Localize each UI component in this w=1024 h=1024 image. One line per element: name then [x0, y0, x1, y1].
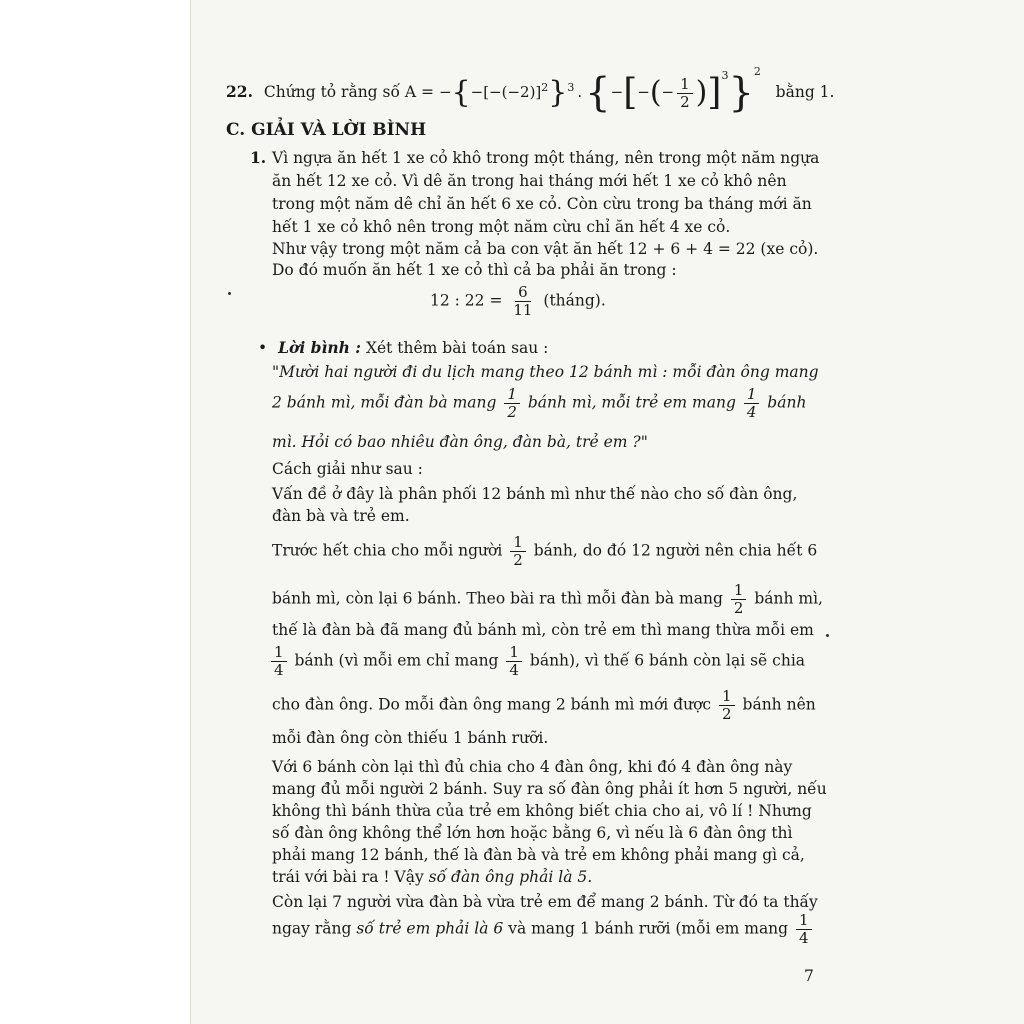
fraction-denominator: 11	[513, 301, 533, 319]
body-line: không thì bánh thừa của trẻ em không biết chia cho ai, vô lí ! Nhưng	[272, 802, 812, 820]
body-line	[272, 865, 592, 889]
fraction-denominator: 2	[733, 599, 744, 617]
body-line	[272, 912, 815, 947]
fraction-numerator: 1	[744, 386, 760, 404]
body-part: ngay rằng	[272, 919, 352, 938]
fraction	[719, 688, 735, 723]
solution-1-line: hết 1 xe cỏ khô nên trong một năm cừu chỉ ăn hết 4 xe cỏ.	[272, 218, 731, 236]
formula-A	[438, 65, 766, 116]
fraction-denominator: 2	[507, 403, 517, 421]
quote-part: bánh mì, mỗi trẻ em mang	[527, 393, 736, 412]
body-line	[272, 688, 816, 723]
body-line: Với 6 bánh còn lại thì đủ chia cho 4 đàn ông, khi đó 4 đàn ông này	[272, 758, 793, 776]
body-part: bánh mì, còn lại 6 bánh. Theo bài ra thì mỗi đàn bà mang	[272, 589, 723, 608]
commentary-intro: Xét thêm bài toán sau :	[365, 339, 549, 357]
problem-number: 22.	[226, 82, 253, 101]
formula-part: −	[661, 83, 675, 101]
body-line: mang đủ mỗi người 2 bánh. Suy ra số đàn ông phải ít hơn 5 người, nếu	[272, 780, 827, 798]
formula-part: 3	[567, 81, 575, 94]
fraction-numerator: 1	[506, 644, 522, 662]
method-heading: Cách giải như sau :	[272, 460, 423, 478]
quote-line: mì. Hỏi có bao nhiêu đàn ông, đàn bà, trẻ em ?"	[272, 433, 648, 451]
body-part: bánh), vì thế 6 bánh còn lại sẽ chia	[529, 651, 806, 670]
formula-part: 2	[753, 65, 761, 78]
body-part: bánh nên	[742, 695, 816, 714]
body-part-emphasis: số trẻ em phải là 6	[356, 919, 504, 938]
formula-part: 2	[541, 81, 549, 94]
formula-part: {	[585, 70, 611, 116]
fraction	[677, 76, 693, 111]
body-line: Còn lại 7 người vừa đàn bà vừa trẻ em để mang 2 bánh. Từ đó ta thấy	[272, 893, 818, 911]
fraction-denominator: 4	[509, 661, 519, 679]
problem-tail: bằng 1.	[775, 83, 835, 101]
formula-part: }	[548, 75, 568, 110]
formula-part: [	[623, 72, 638, 113]
fraction-denominator: 2	[680, 92, 690, 111]
body-part: bánh (vì mỗi em chỉ mang	[294, 651, 499, 670]
fraction	[504, 386, 520, 421]
solution-1-line: Như vậy trong một năm cả ba con vật ăn hết 12 + 6 + 4 = 22 (xe cỏ).	[272, 240, 819, 258]
body-part: và mang 1 bánh rưỡi (mỗi em mang	[508, 919, 789, 938]
formula-part: )	[695, 75, 708, 110]
fraction	[731, 582, 747, 617]
body-line: đàn bà và trẻ em.	[272, 507, 410, 525]
fraction-denominator: 4	[274, 661, 284, 679]
quote-line: "Mười hai người đi du lịch mang theo 12 bánh mì : mỗi đàn ông mang	[272, 363, 819, 381]
fraction	[271, 644, 287, 679]
fraction-numerator: 1	[510, 534, 526, 552]
formula-part: −[−(−2)]	[470, 83, 542, 101]
body-line	[272, 534, 817, 569]
fraction-numerator: 1	[731, 582, 747, 600]
formula-part: ]	[707, 72, 722, 113]
fraction	[796, 912, 812, 947]
quote-part: 2 bánh mì, mỗi đàn bà mang	[272, 393, 497, 412]
equation-right: (tháng).	[543, 291, 606, 310]
fraction	[510, 284, 535, 319]
fraction-denominator: 2	[722, 705, 732, 723]
body-part: trái với bài ra ! Vậy	[272, 868, 424, 886]
solution-1-line: Vì ngựa ăn hết 1 xe cỏ khô trong một tháng, nên trong một năm ngựa	[272, 149, 820, 167]
fraction	[744, 386, 760, 421]
fraction-numerator: 1	[719, 688, 735, 706]
formula-part: −	[637, 83, 650, 101]
body-line	[272, 582, 823, 617]
fraction-numerator: 1	[271, 644, 287, 662]
body-line	[268, 644, 805, 679]
formula-part: .	[577, 83, 583, 101]
page-number: 7	[804, 967, 814, 985]
fraction-numerator: 1	[504, 386, 520, 404]
equation-time	[430, 284, 606, 319]
fraction	[506, 644, 522, 679]
body-line: phải mang 12 bánh, thế là đàn bà và trẻ em không phải mang gì cả,	[272, 846, 805, 864]
body-part: cho đàn ông. Do mỗi đàn ông mang 2 bánh mì mới được	[272, 695, 712, 714]
fraction-numerator: 1	[796, 912, 812, 930]
quote-line	[272, 386, 806, 421]
fraction-denominator: 4	[746, 403, 757, 421]
problem-lead: Chứng tỏ rằng số A =	[263, 83, 435, 101]
fraction	[510, 534, 526, 569]
quote-part: bánh	[767, 393, 807, 412]
problem-22	[226, 60, 835, 116]
speck	[826, 634, 829, 637]
body-line: thế là đàn bà đã mang đủ bánh mì, còn trẻ em thì mang thừa mỗi em	[272, 621, 814, 639]
formula-part: −	[438, 83, 452, 101]
fraction-numerator: 6	[515, 284, 531, 302]
body-part: bánh mì,	[754, 589, 823, 608]
formula-part: 3	[721, 69, 729, 82]
body-line: Vấn đề ở đây là phân phối 12 bánh mì như thế nào cho số đàn ông,	[272, 485, 798, 503]
solution-1-line: trong một năm dê chỉ ăn hết 6 xe cỏ. Còn cừu trong ba tháng mới ăn	[272, 195, 812, 213]
body-part-emphasis: số đàn ông phải là 5.	[428, 868, 593, 886]
formula-part: −	[610, 83, 624, 101]
formula-part: {	[451, 75, 471, 110]
commentary-label: Lời bình :	[278, 338, 361, 357]
fraction-denominator: 2	[513, 551, 523, 569]
solution-1-line: Do đó muốn ăn hết 1 xe cỏ thì cả ba phải ăn trong :	[272, 261, 677, 279]
formula-part: }	[728, 70, 754, 116]
formula-part: (	[649, 75, 662, 110]
fraction-numerator: 1	[677, 76, 693, 94]
section-title: C. GIẢI VÀ LỜI BÌNH	[226, 120, 427, 140]
body-line: số đàn ông không thể lớn hơn hoặc bằng 6, vì nếu là 6 đàn ông thì	[272, 824, 793, 842]
bullet-icon: •	[258, 339, 268, 357]
fraction-denominator: 4	[799, 929, 809, 947]
body-line: mỗi đàn ông còn thiếu 1 bánh rưỡi.	[272, 729, 549, 747]
body-part: Trước hết chia cho mỗi người	[272, 541, 503, 560]
body-part: bánh, do đó 12 người nên chia hết 6	[533, 541, 818, 560]
solution-number: 1.	[250, 148, 267, 167]
commentary-header	[258, 336, 548, 360]
speck	[228, 292, 231, 295]
solution-1-line: ăn hết 12 xe cỏ. Vì dê ăn trong hai tháng mới hết 1 xe cỏ khô nên	[272, 172, 787, 190]
equation-left: 12 : 22 =	[430, 291, 503, 310]
